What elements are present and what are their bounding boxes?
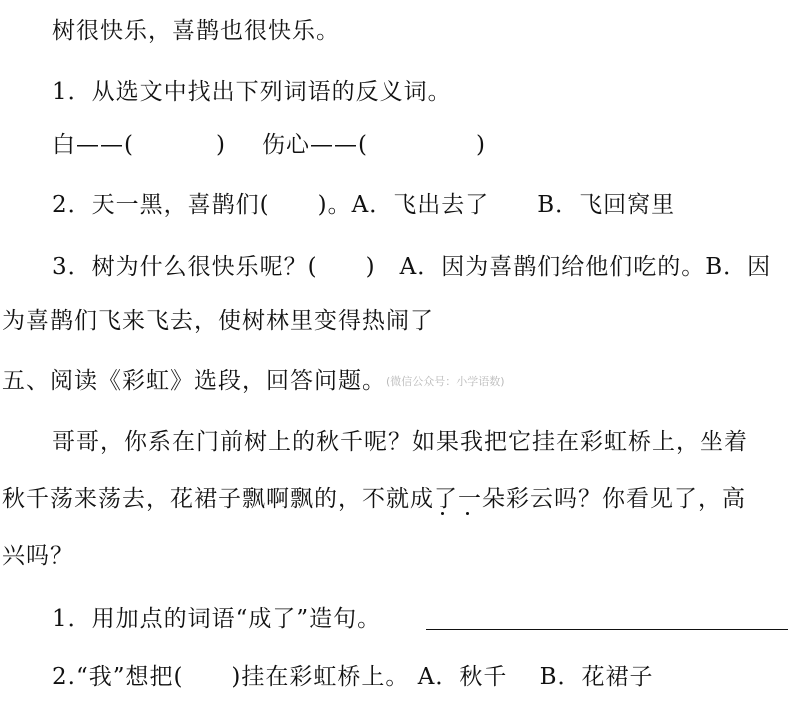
section-5-title: 五、阅读《彩虹》选段，回答问题。 (2, 368, 386, 394)
watermark-text: (微信公众号：小学语数) (386, 375, 505, 388)
section-5-heading (2, 366, 505, 397)
passage-line-2: 秋千荡来荡去，花裙子飘啊飘的，不就成了一朵彩云吗？你看见了，高 (2, 486, 746, 512)
passage-line-1: 哥哥，你系在门前树上的秋千呢？如果我把它挂在彩虹桥上，坐着 (52, 429, 748, 455)
question-1-antonyms: 1．从选文中找出下列词语的反义词。 (52, 79, 452, 105)
question-1-make-sentence: 1．用加点的词语“成了”造句。 (52, 606, 382, 632)
question-3-option-b-cont: 为喜鹊们飞来飞去，使树林里变得热闹了 (2, 308, 434, 334)
emphasis-dot-2 (466, 512, 469, 515)
question-2-magpies: 2．天一黑，喜鹊们( )。A．飞出去了 B．飞回窝里 (52, 192, 676, 218)
question-3-why-happy: 3．树为什么很快乐呢？( ) A．因为喜鹊们给他们吃的。B．因 (52, 254, 772, 280)
antonym-sad-prompt: 伤心——( (262, 132, 368, 158)
antonym-sad-close: ) (476, 132, 486, 158)
emphasis-dot-1 (441, 512, 444, 515)
passage-line-3: 兴吗？ (2, 543, 74, 569)
answer-line[interactable] (426, 629, 788, 630)
question-2-hang-on-bridge: 2.“我”想把( )挂在彩虹桥上。 A．秋千 B．花裙子 (52, 664, 654, 690)
sentence-tree-happy: 树很快乐，喜鹊也很快乐。 (52, 18, 340, 44)
antonym-white-prompt: 白——( (52, 132, 134, 158)
antonym-white-close: ) (216, 132, 226, 158)
